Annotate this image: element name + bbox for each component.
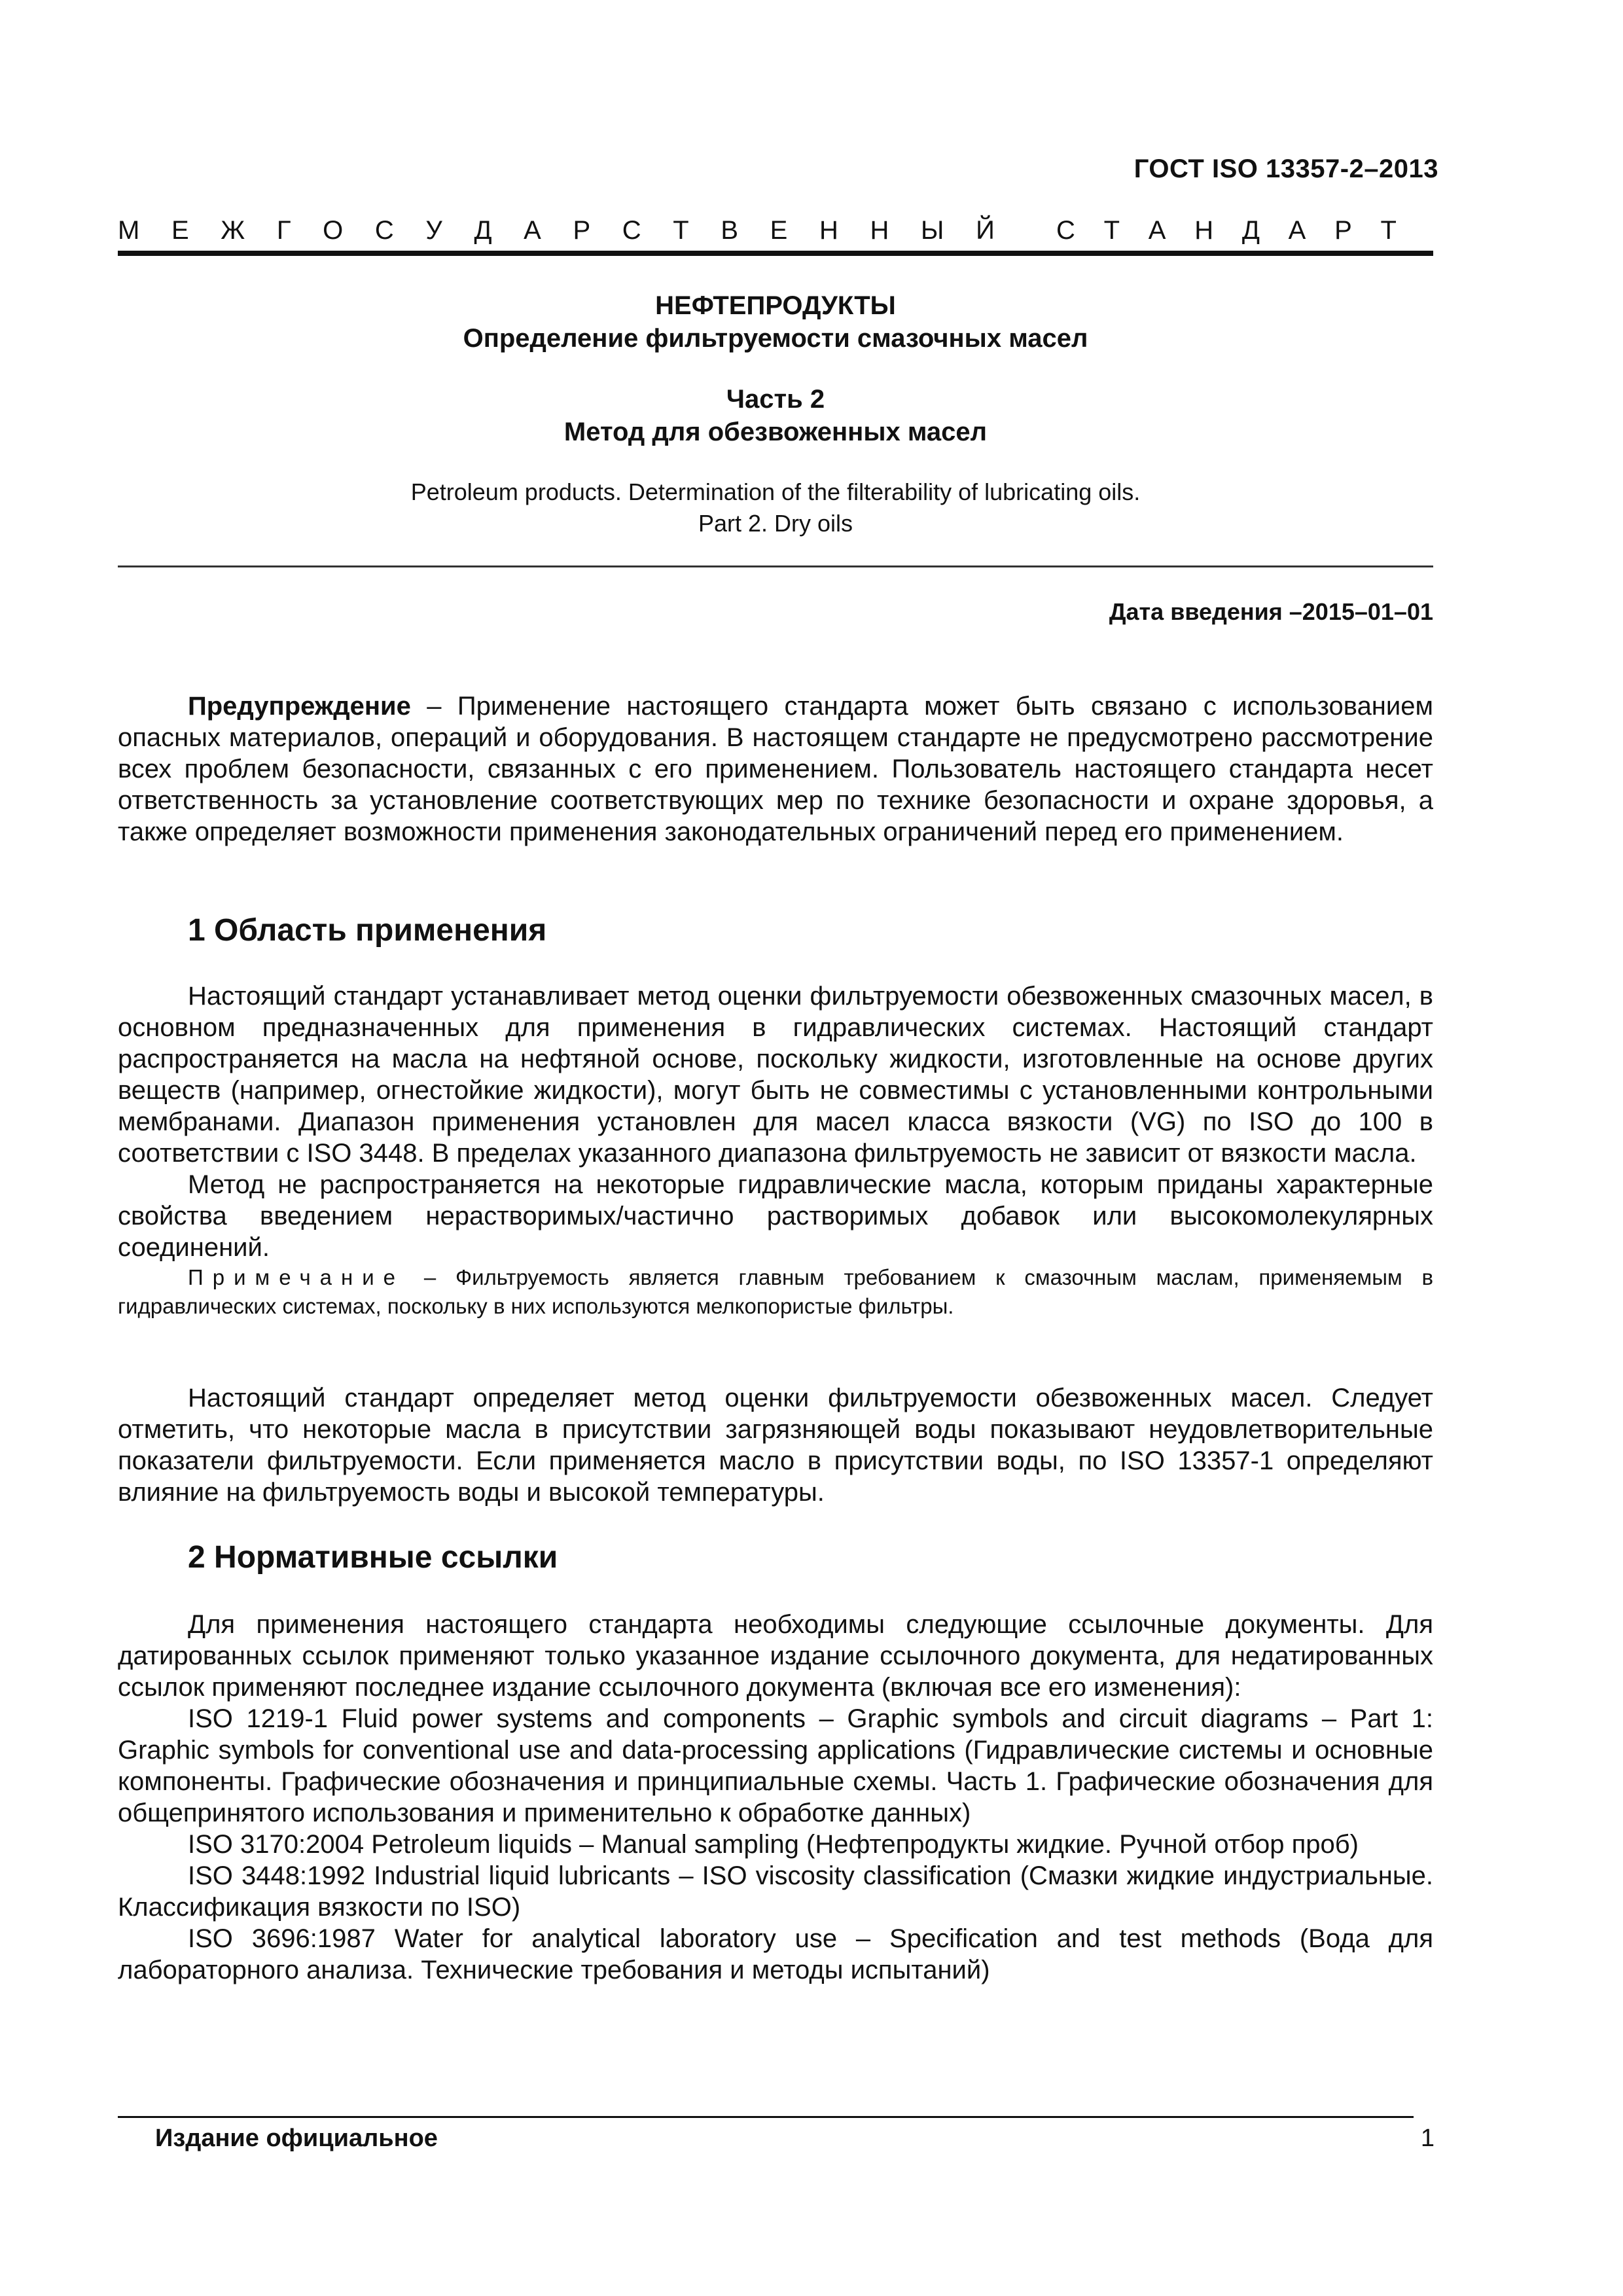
section-heading: 2 Нормативные ссылки: [188, 1540, 558, 1575]
part-block: [118, 383, 1433, 448]
banner-letter: Г: [276, 216, 291, 245]
paragraph: Метод не распространяется на некоторые гидравлические масла, которым приданы характерные свойства введением нерастворимых/частично растворимых добавок или высокомолекулярных соединений.: [118, 1170, 1433, 1262]
banner-letter: Й: [976, 216, 995, 245]
banner-letter: Д: [1241, 216, 1260, 245]
page-number: 1: [1420, 2125, 1435, 2152]
document-subtitle: Определение фильтруемости смазочных масел: [463, 324, 1088, 353]
document-title: НЕФТЕПРОДУКТЫ: [655, 291, 896, 320]
banner-letter: С: [1056, 216, 1075, 245]
interstate-standard-banner: [118, 216, 1397, 245]
footer-divider: [118, 2116, 1414, 2118]
paragraph: Настоящий стандарт устанавливает метод оценки фильтруемости обезвоженных смазочных масел, в основном предназначенных для применения в гидравлических системах. Настоящий стандарт распространяется на масла на нефтяной основе, поскольку жидкости, изготовленные на основе других веществ (например, огнестойкие жидкости), могут быть не совместимы с установленными контрольными мембранами. Диапазон применения установлен для масел класса вязкости (VG) по ISO до 100 в соответствии с ISO 3448. В пределах указанного диапазона фильтруемость не зависит от вязкости масла.: [118, 982, 1433, 1168]
introduction-date: Дата введения –2015–01–01: [1109, 598, 1433, 625]
banner-letter: Р: [573, 216, 591, 245]
banner-letter: Е: [171, 216, 189, 245]
banner-letter: У: [425, 216, 442, 245]
banner-letter: В: [721, 216, 739, 245]
official-edition-label: Издание официальное: [155, 2125, 438, 2152]
english-title-line: Petroleum products. Determination of the filterability of lubricating oils.: [410, 478, 1141, 505]
banner-letter: Н: [819, 216, 838, 245]
note: [118, 1263, 1433, 1321]
banner-letter: Ы: [921, 216, 944, 245]
banner-word-interstate: [118, 216, 995, 245]
section-1-body: [118, 980, 1433, 1321]
banner-letter: О: [323, 216, 344, 245]
english-title-line: Part 2. Dry oils: [698, 510, 853, 537]
note-label: Примечание: [188, 1265, 405, 1289]
part-number: Часть 2: [726, 385, 825, 414]
banner-letter: М: [118, 216, 140, 245]
title-block: [118, 289, 1433, 355]
banner-letter: А: [524, 216, 541, 245]
section-heading: 1 Область применения: [188, 913, 547, 948]
banner-letter: Н: [870, 216, 889, 245]
banner-letter: Н: [1194, 216, 1214, 245]
part-title: Метод для обезвоженных масел: [563, 418, 988, 446]
banner-letter: Е: [770, 216, 788, 245]
warning-label: Предупреждение: [188, 692, 411, 721]
banner-letter: Т: [1380, 216, 1397, 245]
banner-letter: Т: [1103, 216, 1120, 245]
note-text: – Фильтруемость является главным требованием к смазочным маслам, применяемым в гидравлических системах, поскольку в них используются мелкопористые фильтры.: [118, 1265, 1433, 1318]
title-divider: [118, 565, 1433, 567]
english-title: [118, 476, 1433, 539]
paragraph: Для применения настоящего стандарта необходимы следующие ссылочные документы. Для датированных ссылок применяют только указанное издание ссылочного документа, для недатированных ссылок применяют последнее издание ссылочного документа (включая все его изменения):: [118, 1610, 1433, 1702]
reference-item: ISO 1219-1 Fluid power systems and components – Graphic symbols and circuit diagrams – Part 1: Graphic symbols for conventional use and data-processing applications (Гидравлические системы и основные компоненты. Графические обозначения и принципиальные схемы. Часть 1. Графические обозначения для общепринятого использования и применительно к обработке данных): [118, 1704, 1433, 1827]
warning-text: – Применение настоящего стандарта может быть связано с использованием опасных материалов, операций и оборудования. В настоящем стандарте не предусмотрено рассмотрение всех проблем безопасности, связанных с его применением. Пользователь настоящего стандарта несет ответственность за установление соответствующих мер по технике безопасности и охране здоровья, а также определяет возможности применения законодательных ограничений перед его применением.: [118, 692, 1433, 846]
reference-item: ISO 3448:1992 Industrial liquid lubricants – ISO viscosity classification (Смазки жидкие индустриальные. Классификация вязкости по ISO): [118, 1861, 1433, 1922]
banner-letter: А: [1148, 216, 1166, 245]
section-1-body-cont: [118, 1382, 1433, 1508]
banner-word-standard: [1056, 216, 1397, 245]
banner-letter: Д: [474, 216, 492, 245]
banner-letter: А: [1288, 216, 1306, 245]
reference-item: ISO 3170:2004 Petroleum liquids – Manual sampling (Нефтепродукты жидкие. Ручной отбор проб): [188, 1830, 1359, 1859]
banner-letter: Ж: [221, 216, 245, 245]
banner-letter: Т: [673, 216, 689, 245]
section-2-body: [118, 1609, 1433, 1986]
header-divider: [118, 251, 1433, 256]
warning-paragraph: [118, 691, 1433, 848]
standard-code: ГОСТ ISO 13357-2–2013: [1133, 154, 1438, 183]
reference-item: ISO 3696:1987 Water for analytical laboratory use – Specification and test methods (Вода для лабораторного анализа. Технические требования и методы испытаний): [118, 1924, 1433, 1984]
banner-letter: Р: [1334, 216, 1352, 245]
banner-letter: С: [622, 216, 641, 245]
banner-letter: С: [374, 216, 394, 245]
paragraph: Настоящий стандарт определяет метод оценки фильтруемости обезвоженных масел. Следует отметить, что некоторые масла в присутствии загрязняющей воды показывают неудовлетворительные показатели фильтруемости. Если применяется масло в присутствии воды, по ISO 13357-1 определяют влияние на фильтруемость воды и высокой температуры.: [118, 1384, 1433, 1507]
